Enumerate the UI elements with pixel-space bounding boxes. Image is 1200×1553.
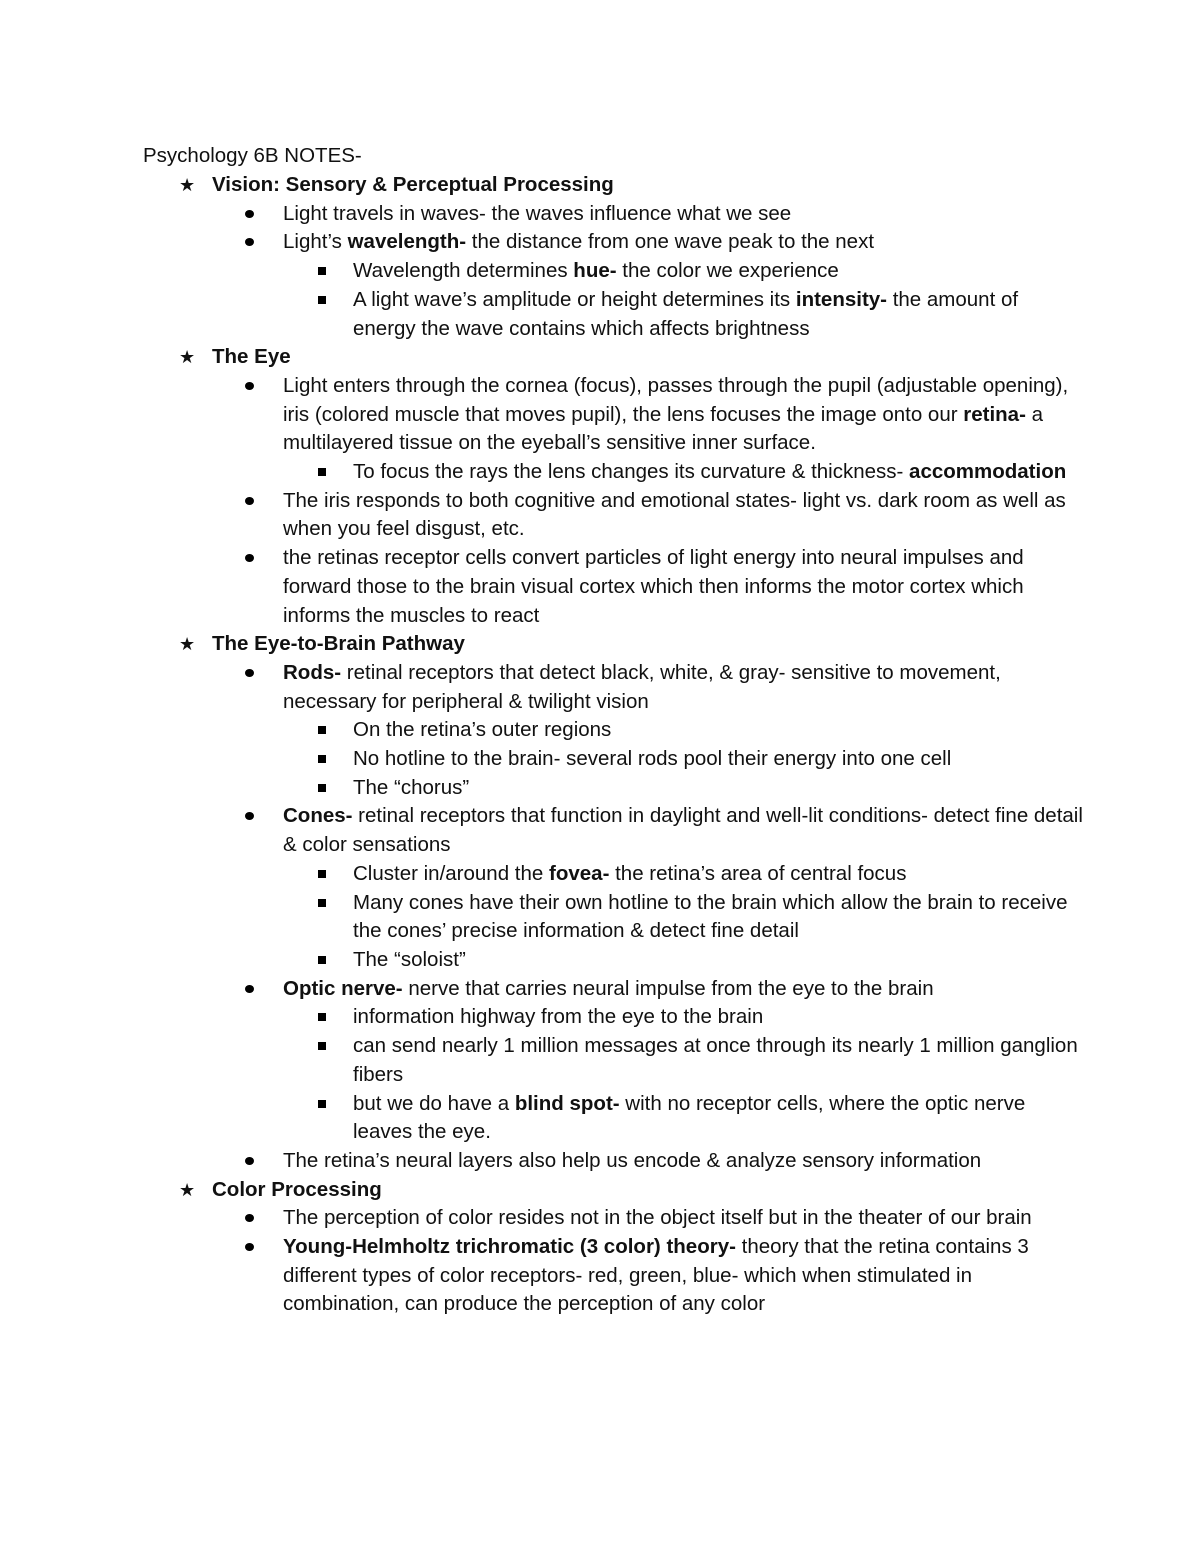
text-segment: The “chorus”: [353, 775, 470, 799]
square-bullet-icon: [318, 726, 326, 734]
text-segment: the color we experience: [616, 259, 839, 283]
key-term: fovea-: [549, 861, 610, 885]
key-term: intensity-: [795, 287, 888, 311]
sub-list-item: [0, 774, 1083, 803]
list-item: [0, 372, 1083, 458]
list-item: [0, 1233, 1083, 1319]
text-segment: Wavelength determines: [353, 259, 574, 283]
sub-list-item: [0, 1003, 1083, 1032]
key-term: Rods-: [283, 660, 342, 684]
sub-list-item: [0, 889, 1083, 946]
round-bullet-icon: [245, 238, 254, 246]
text-segment: Light enters through the cornea (focus), passes through the pupil (adjustable opening), iris (colored muscle that moves pupil), the lens focuses the image onto our: [283, 373, 1069, 426]
sub-list-item: [0, 257, 1083, 286]
section-title: Color Processing: [212, 1177, 382, 1201]
text-segment: retinal receptors that detect black, white, & gray- sensitive to movement, necessary for peripheral & twilight vision: [283, 660, 1001, 713]
sub-list-item: [0, 458, 1083, 487]
text-segment: On the retina’s outer regions: [353, 718, 612, 742]
page-title: Psychology 6B NOTES-: [143, 144, 362, 167]
key-term: blind spot-: [514, 1091, 620, 1115]
round-bullet-icon: [245, 1243, 254, 1251]
sub-list-item: [0, 1032, 1083, 1089]
text-segment: The iris responds to both cognitive and emotional states- light vs. dark room as well as when you feel disgust, etc.: [283, 488, 1066, 541]
section-heading: [0, 343, 1200, 372]
text-segment: the distance from one wave peak to the next: [466, 230, 875, 254]
text-segment: a multilayered tissue on the eyeball’s sensitive inner surface.: [283, 402, 1044, 455]
square-bullet-icon: [318, 956, 326, 964]
round-bullet-icon: [245, 669, 254, 677]
section-heading: [0, 630, 1200, 659]
round-bullet-icon: [245, 497, 254, 505]
section-heading: [0, 171, 1200, 200]
list-item: [0, 544, 1083, 630]
text-segment: Cluster in/around the: [353, 861, 550, 885]
text-segment: The “soloist”: [353, 947, 466, 971]
notes-outline: [0, 171, 1200, 1319]
key-term: retina-: [963, 402, 1026, 426]
section-title: The Eye-to-Brain Pathway: [212, 632, 465, 656]
square-bullet-icon: [318, 1013, 326, 1021]
text-segment: the amount of energy the wave contains which affects brightness: [353, 287, 1019, 340]
square-bullet-icon: [318, 267, 326, 275]
star-bullet-icon: ★: [179, 347, 196, 368]
text-segment: retinal receptors that function in daylight and well-lit conditions- detect fine detail & color sensations: [283, 804, 1083, 857]
key-term: accommodation: [909, 460, 1067, 484]
text-segment: can send nearly 1 million messages at once through its nearly 1 million ganglion fibers: [353, 1034, 1078, 1086]
star-bullet-icon: ★: [179, 175, 196, 195]
sub-list-item: [0, 286, 1083, 343]
key-term: Young-Helmholtz trichromatic (3 color) theory-: [283, 1235, 736, 1259]
section-title: Vision: Sensory & Perceptual Processing: [212, 173, 614, 196]
text-segment: Light travels in waves- the waves influence what we see: [283, 201, 792, 225]
list-item: [0, 975, 1083, 1004]
round-bullet-icon: [245, 812, 254, 820]
key-term: wavelength-: [347, 230, 467, 254]
text-segment: the retina’s area of central focus: [609, 861, 907, 885]
round-bullet-icon: [245, 210, 254, 218]
star-bullet-icon: ★: [179, 1179, 196, 1200]
list-item: [0, 228, 1083, 257]
square-bullet-icon: [318, 784, 326, 792]
text-segment: information highway from the eye to the brain: [353, 1005, 764, 1029]
text-segment: No hotline to the brain- several rods pool their energy into one cell: [353, 747, 952, 771]
list-item: [0, 1147, 1083, 1176]
text-segment: The retina’s neural layers also help us encode & analyze sensory information: [283, 1148, 982, 1172]
sub-list-item: [0, 716, 1083, 745]
square-bullet-icon: [318, 1100, 326, 1108]
text-segment: To focus the rays the lens changes its curvature & thickness-: [353, 460, 910, 484]
list-item: [0, 802, 1083, 859]
round-bullet-icon: [245, 554, 254, 562]
square-bullet-icon: [318, 755, 326, 763]
text-segment: theory that the retina contains 3 different types of color receptors- red, green, blue- which when stimulated in combination, can produce the perception of any color: [283, 1235, 1029, 1316]
square-bullet-icon: [318, 899, 326, 907]
section-title: The Eye: [212, 345, 291, 369]
round-bullet-icon: [245, 382, 254, 390]
text-segment: nerve that carries neural impulse from the eye to the brain: [402, 976, 934, 1000]
text-segment: the retinas receptor cells convert particles of light energy into neural impulses and forward those to the brain visual cortex which then informs the motor cortex which informs the muscles to react: [283, 546, 1024, 627]
list-item: [0, 659, 1083, 716]
square-bullet-icon: [318, 870, 326, 878]
sub-list-item: [0, 946, 1083, 975]
square-bullet-icon: [318, 1042, 326, 1050]
text-segment: The perception of color resides not in the object itself but in the theater of our brain: [283, 1206, 1032, 1230]
key-term: hue-: [573, 259, 617, 283]
sub-list-item: [0, 1090, 1083, 1147]
round-bullet-icon: [245, 985, 254, 993]
star-bullet-icon: ★: [179, 634, 196, 655]
list-item: [0, 200, 1083, 229]
square-bullet-icon: [318, 468, 326, 476]
key-term: Cones-: [283, 804, 353, 828]
key-term: Optic nerve-: [283, 976, 403, 1000]
sub-list-item: [0, 860, 1083, 889]
text-segment: Many cones have their own hotline to the brain which allow the brain to receive the cones’ precise information & detect fine detail: [353, 890, 1068, 943]
list-item: [0, 1204, 1083, 1233]
text-segment: A light wave’s amplitude or height determines its: [353, 287, 796, 311]
text-segment: with no receptor cells, where the optic nerve leaves the eye.: [353, 1091, 1026, 1144]
round-bullet-icon: [245, 1157, 254, 1165]
text-segment: but we do have a: [353, 1091, 515, 1115]
round-bullet-icon: [245, 1214, 254, 1222]
section-heading: [0, 1176, 1200, 1205]
sub-list-item: [0, 745, 1083, 774]
text-segment: Light’s: [283, 230, 348, 254]
list-item: [0, 487, 1083, 544]
square-bullet-icon: [318, 296, 326, 304]
